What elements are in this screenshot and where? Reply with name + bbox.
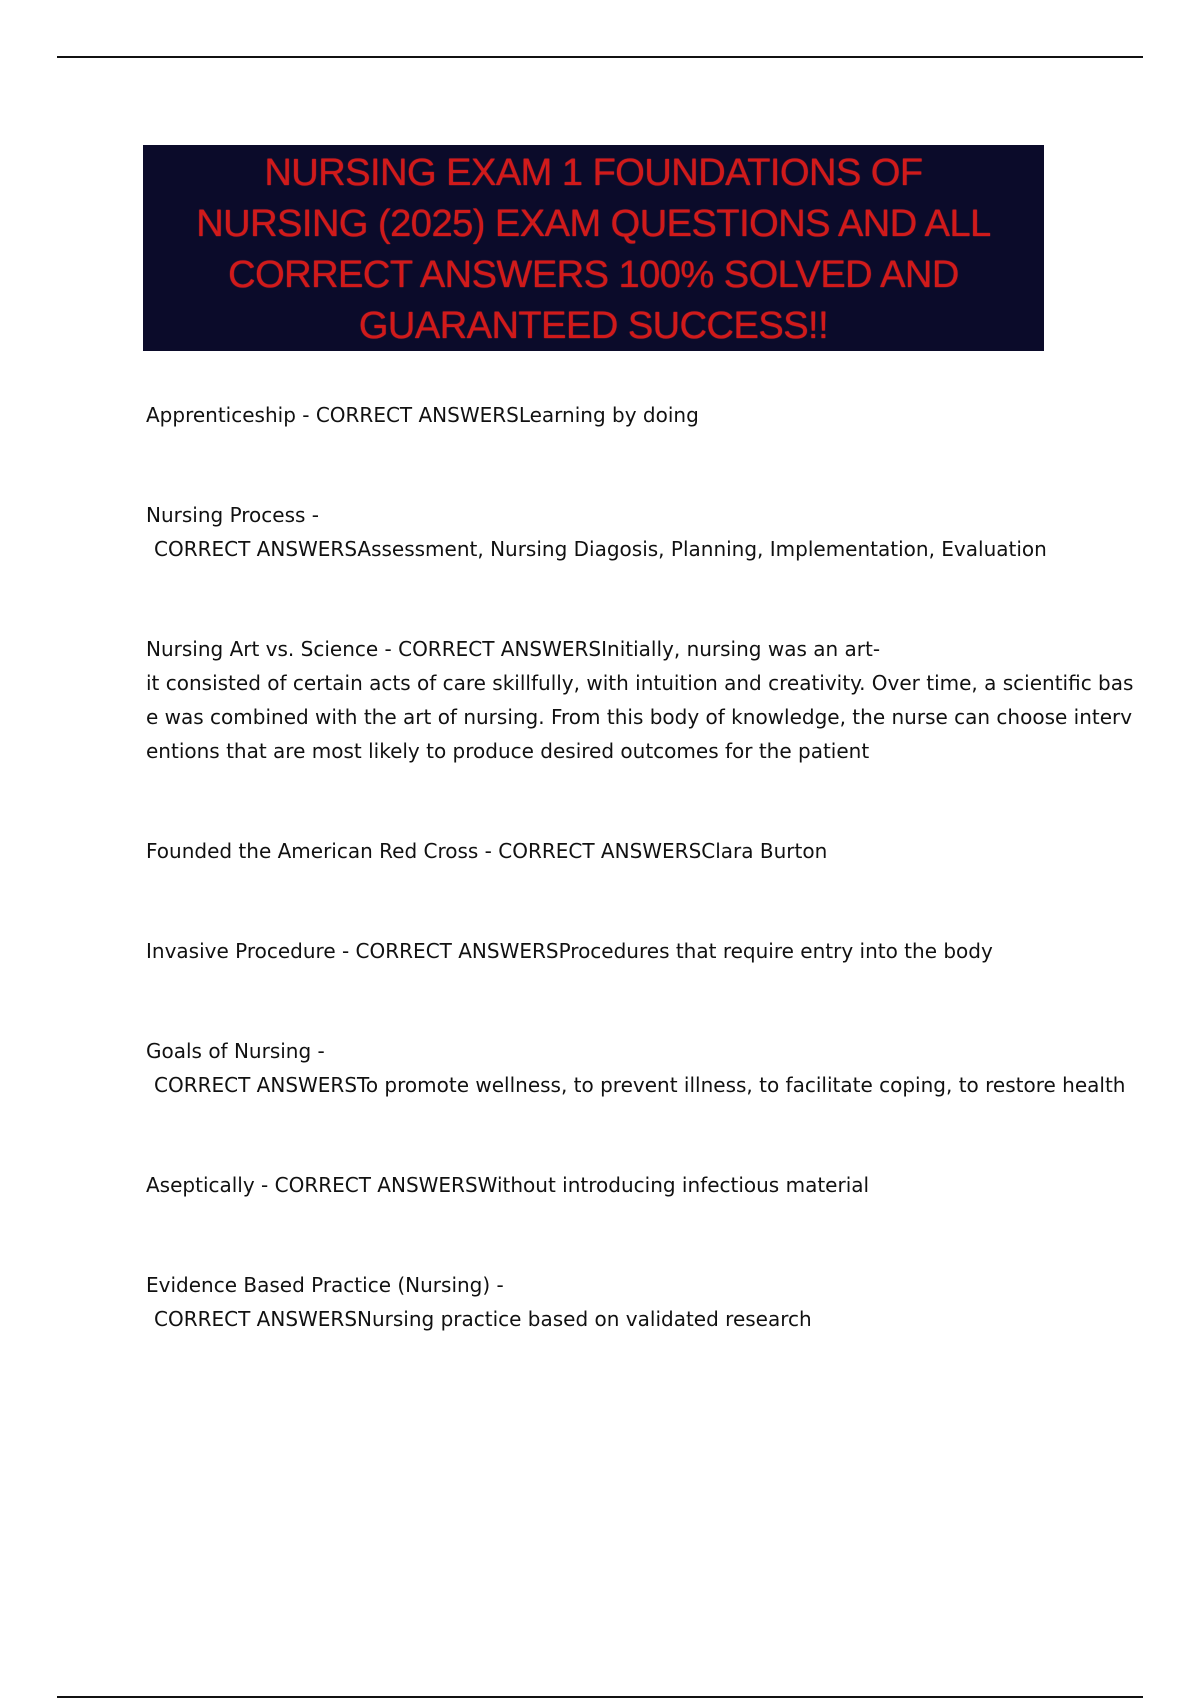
qa-text: Invasive Procedure - CORRECT ANSWERSProcedures that require entry into the body [146, 939, 993, 963]
qa-answer: CORRECT ANSWERSTo promote wellness, to prevent illness, to facilitate coping, to restore health [154, 1073, 1126, 1097]
qa-item-goals-of-nursing [146, 1034, 1126, 1102]
qa-text: Founded the American Red Cross - CORRECT ANSWERSClara Burton [146, 839, 828, 863]
banner-title-line: NURSING EXAM 1 FOUNDATIONS OF [264, 152, 923, 194]
banner-title-line: CORRECT ANSWERS 100% SOLVED AND [228, 254, 959, 296]
title-banner [143, 145, 1044, 351]
qa-item-invasive-procedure [146, 934, 1096, 968]
spacer [146, 968, 1096, 1034]
qa-text: Aseptically - CORRECT ANSWERSWithout introducing infectious material [146, 1173, 870, 1197]
qa-text: entions that are most likely to produce desired outcomes for the patient [146, 739, 870, 763]
spacer [146, 1102, 1096, 1168]
top-divider [57, 56, 1143, 58]
qa-answer: CORRECT ANSWERSNursing practice based on validated research [154, 1307, 812, 1331]
qa-text: Apprenticeship - CORRECT ANSWERSLearning by doing [146, 403, 699, 427]
qa-text: it consisted of certain acts of care skillfully, with intuition and creativity. Over time, a scientific bas [146, 671, 1134, 695]
qa-item-red-cross [146, 834, 1096, 868]
qa-text: e was combined with the art of nursing. From this body of knowledge, the nurse can choose interv [146, 705, 1133, 729]
qa-question: Evidence Based Practice (Nursing) - [146, 1273, 504, 1297]
spacer [146, 868, 1096, 934]
bottom-divider [57, 1696, 1143, 1698]
banner-title-line: GUARANTEED SUCCESS!! [358, 305, 829, 347]
banner-title-line: NURSING (2025) EXAM QUESTIONS AND ALL [196, 203, 991, 245]
qa-answer: CORRECT ANSWERSAssessment, Nursing Diagosis, Planning, Implementation, Evaluation [154, 537, 1047, 561]
spacer [146, 768, 1096, 834]
spacer [146, 1202, 1096, 1268]
qa-item-aseptically [146, 1168, 1096, 1202]
qa-question: Nursing Process - [146, 503, 320, 527]
spacer [146, 432, 1096, 498]
qa-item-apprenticeship [146, 398, 1096, 432]
spacer [146, 566, 1096, 632]
qa-list [146, 398, 1134, 1336]
qa-item-art-vs-science [146, 632, 1134, 768]
qa-item-nursing-process [146, 498, 1096, 566]
qa-question: Goals of Nursing - [146, 1039, 325, 1063]
qa-item-evidence-based-practice [146, 1268, 1096, 1336]
qa-text: Nursing Art vs. Science - CORRECT ANSWERSInitially, nursing was an art- [146, 637, 881, 661]
